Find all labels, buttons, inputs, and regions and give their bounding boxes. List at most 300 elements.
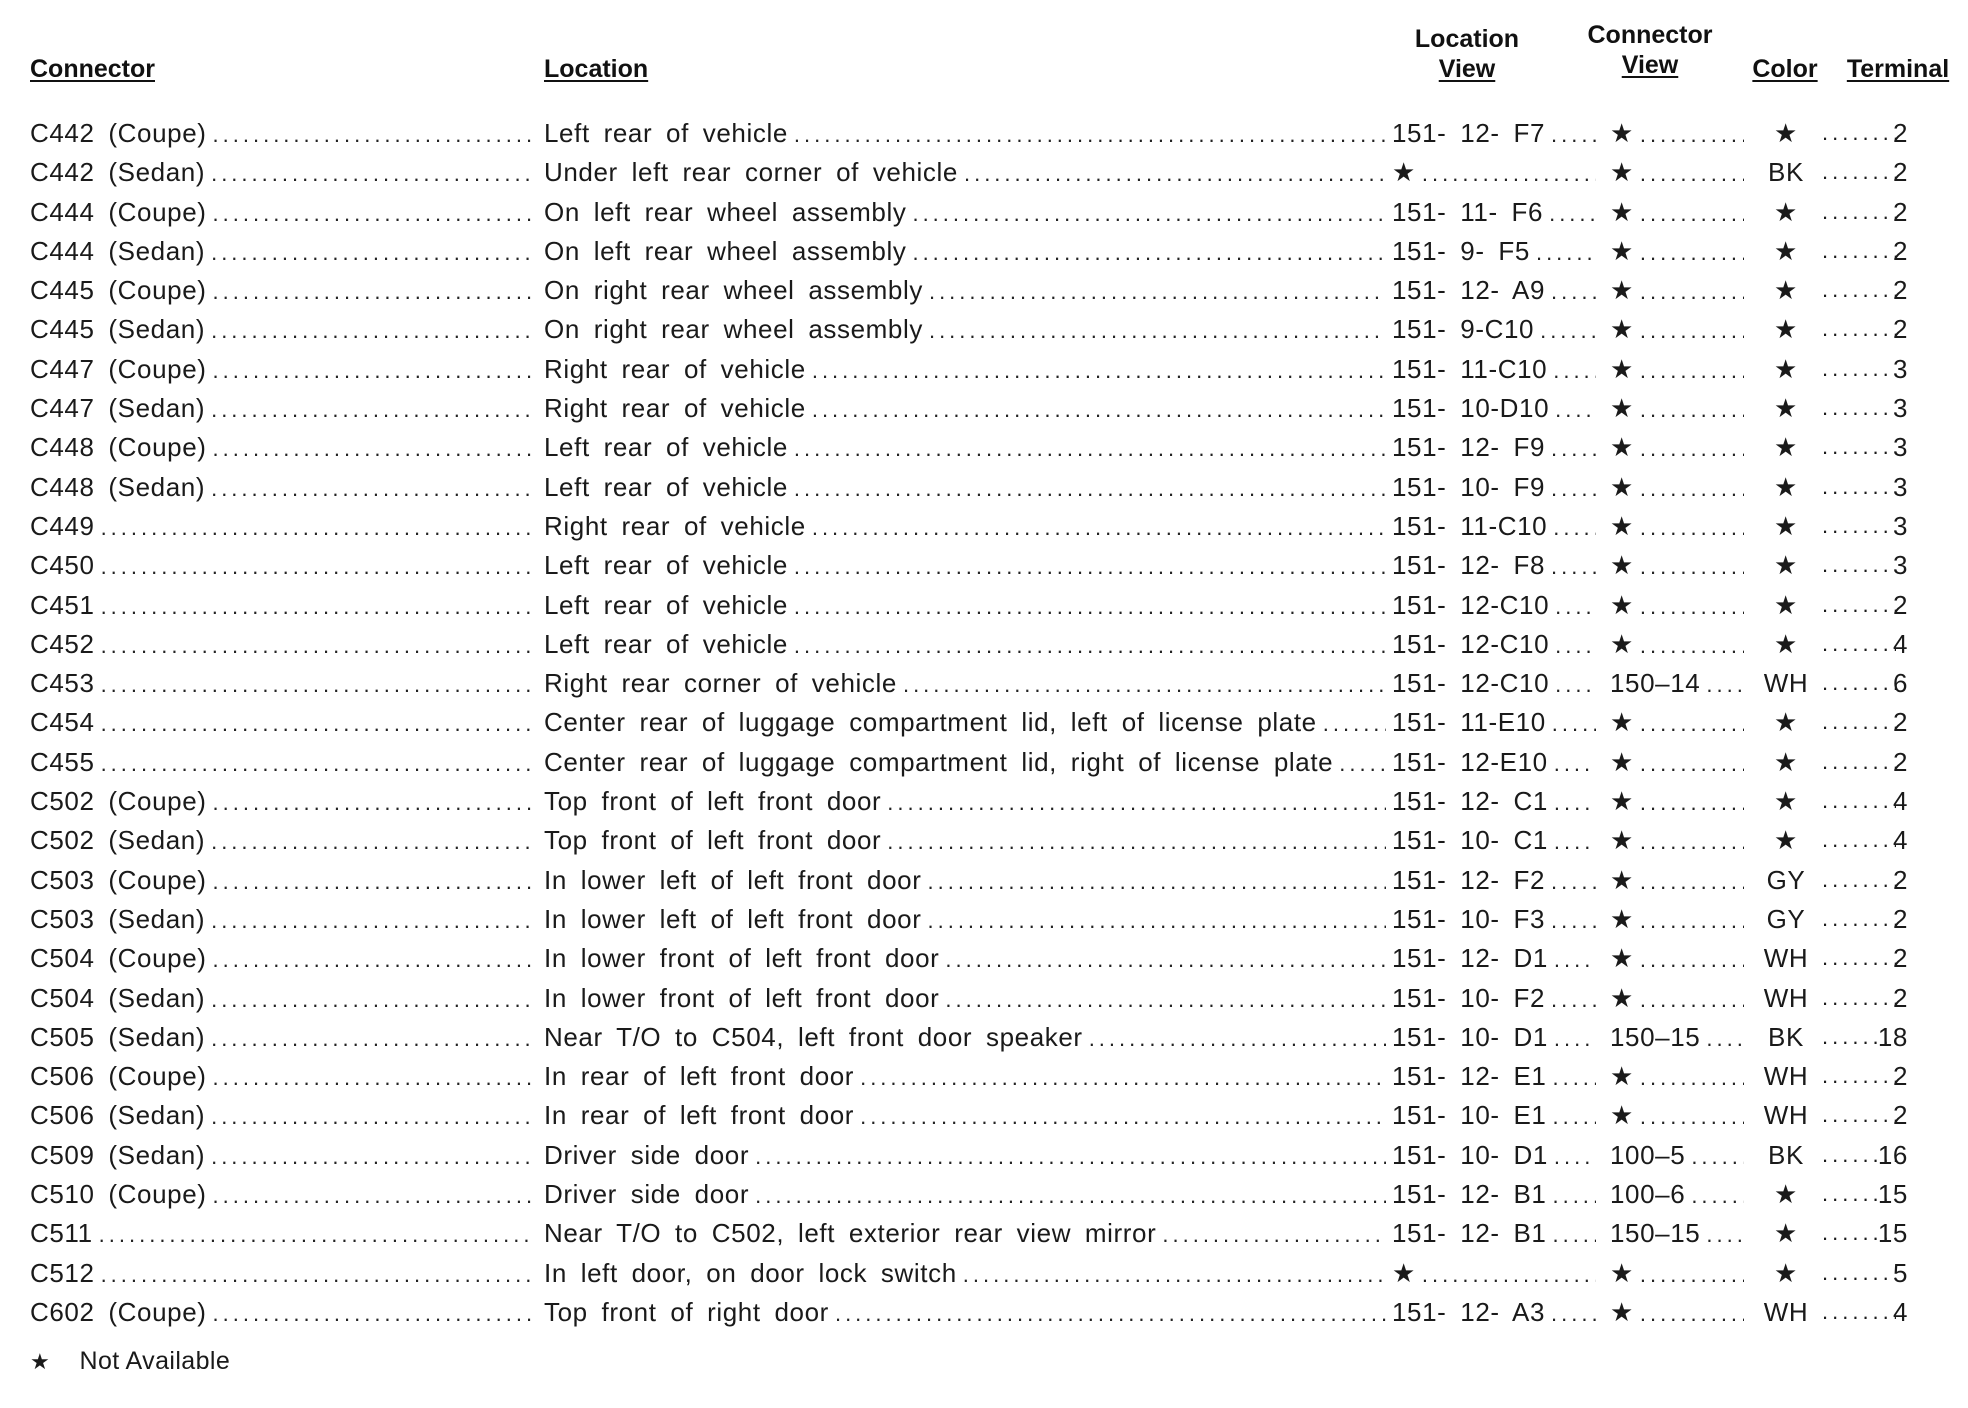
dot-leader (1822, 747, 1896, 777)
dot-leader (1640, 867, 1744, 897)
terminal-cell: 5 (1892, 1257, 1908, 1288)
dot-leader (213, 356, 532, 386)
location-cell-text: On right rear wheel assembly (544, 275, 923, 306)
dot-leader (927, 867, 1386, 897)
dot-leader (1640, 749, 1744, 779)
location-cell-text: Left rear of vehicle (544, 589, 788, 620)
connector-view-cell-text: 150–15 (1610, 1021, 1701, 1052)
location-view-cell (1392, 472, 1602, 504)
location-cell (544, 1140, 1392, 1172)
color-cell: WH (1763, 1100, 1809, 1131)
dot-leader (211, 159, 532, 189)
location-view-cell-text: ★ (1392, 157, 1416, 188)
connector-view-cell-text: ★ (1610, 118, 1634, 148)
location-view-cell (1392, 668, 1602, 700)
connector-cell (30, 747, 538, 779)
connector-cell-text: C506 (Coupe) (30, 1061, 207, 1092)
table-row (0, 904, 1968, 943)
dot-leader (1640, 159, 1744, 189)
connector-cell (30, 1100, 538, 1132)
connector-view-cell (1610, 314, 1750, 346)
table-row (0, 472, 1968, 511)
table-row (0, 393, 1968, 432)
connector-cell (30, 1061, 538, 1093)
location-cell-text: Driver side door (544, 1179, 750, 1210)
location-view-cell-text: 151- 12- F8 (1392, 550, 1546, 581)
location-view-cell (1392, 314, 1602, 346)
location-view-cell (1392, 393, 1602, 425)
dot-leader (1822, 1297, 1896, 1327)
dot-leader (912, 238, 1386, 268)
dot-leader (1551, 474, 1596, 504)
table-row (0, 865, 1968, 904)
connector-view-cell-text: 100–6 (1610, 1179, 1686, 1210)
color-cell: ★ (1774, 314, 1798, 345)
connector-view-cell (1610, 275, 1750, 307)
location-view-cell (1392, 1258, 1602, 1290)
connector-view-cell (1610, 118, 1750, 150)
terminal-cell: 2 (1892, 1061, 1908, 1092)
dot-leader (213, 788, 532, 818)
connector-cell-text: C602 (Coupe) (30, 1296, 207, 1327)
connector-view-cell-text: 150–14 (1610, 668, 1701, 699)
location-view-cell-text: 151- 12- D1 (1392, 943, 1548, 974)
location-view-cell (1392, 629, 1602, 661)
footnote-text: Not Available (79, 1347, 231, 1375)
dot-leader (887, 827, 1386, 857)
location-cell (544, 943, 1392, 975)
color-cell: ★ (1774, 118, 1798, 148)
dot-leader (945, 945, 1386, 975)
dot-leader (1822, 511, 1896, 541)
connector-view-cell-text: ★ (1610, 510, 1634, 541)
location-view-cell (1392, 1140, 1602, 1172)
dot-leader (1822, 118, 1896, 148)
dot-leader (1640, 788, 1744, 818)
location-cell-text: Top front of left front door (544, 786, 882, 817)
location-cell (544, 118, 1392, 150)
connector-cell-text: C447 (Sedan) (30, 393, 206, 424)
color-cell: ★ (1774, 275, 1798, 306)
connector-view-cell-text: ★ (1610, 903, 1634, 934)
dot-leader (1822, 983, 1896, 1013)
color-cell: BK (1768, 1021, 1804, 1052)
color-cell: BK (1768, 1139, 1804, 1170)
location-view-cell-text: 151- 10- C1 (1392, 825, 1548, 856)
table-row (0, 786, 1968, 825)
dot-leader (1422, 1260, 1596, 1290)
connector-cell (30, 1140, 538, 1172)
connector-view-cell-text: ★ (1610, 275, 1634, 306)
dot-leader (1822, 236, 1896, 266)
connector-cell (30, 825, 538, 857)
connector-view-cell-text: ★ (1610, 982, 1634, 1013)
location-cell (544, 432, 1392, 464)
dot-leader (887, 788, 1386, 818)
connector-view-cell-text: ★ (1610, 393, 1634, 424)
connector-view-cell-text: ★ (1610, 314, 1634, 345)
location-view-cell (1392, 1061, 1602, 1093)
location-view-cell (1392, 865, 1602, 897)
connector-view-cell-text: 150–15 (1610, 1218, 1701, 1249)
location-view-cell-text: 151- 12-C10 (1392, 628, 1550, 659)
connector-cell (30, 393, 538, 425)
table-row (0, 118, 1968, 157)
connector-view-cell (1610, 1258, 1750, 1290)
location-cell-text: Right rear of vehicle (544, 510, 806, 541)
connector-cell-text: C448 (Sedan) (30, 471, 206, 502)
connector-cell-text: C502 (Coupe) (30, 786, 207, 817)
connector-cell (30, 668, 538, 700)
dot-leader (860, 1063, 1386, 1093)
connector-cell (30, 1297, 538, 1329)
dot-leader (1822, 668, 1896, 698)
dot-leader (927, 906, 1386, 936)
location-cell-text: Right rear of vehicle (544, 353, 806, 384)
connector-view-cell (1610, 590, 1750, 622)
location-view-cell (1392, 118, 1602, 150)
dot-leader (211, 985, 532, 1015)
location-cell-text: In rear of left front door (544, 1061, 855, 1092)
connector-view-cell (1610, 511, 1750, 543)
terminal-cell: 18 (1877, 1021, 1908, 1052)
dot-leader (1554, 827, 1596, 857)
location-cell-text: Near T/O to C502, left exterior rear view mirror (544, 1218, 1157, 1249)
table-row (0, 943, 1968, 982)
table-row (0, 1022, 1968, 1061)
location-cell-text: Center rear of luggage compartment lid, left of license plate (544, 707, 1317, 738)
table-row (0, 354, 1968, 393)
dot-leader (101, 670, 532, 700)
connector-cell-text: C504 (Coupe) (30, 943, 207, 974)
connector-view-cell-text: ★ (1610, 1061, 1634, 1092)
location-view-cell-text: 151- 11- F6 (1392, 196, 1544, 227)
dot-leader (1822, 904, 1896, 934)
dot-leader (1339, 749, 1386, 779)
connector-view-cell (1610, 629, 1750, 661)
table-row (0, 747, 1968, 786)
location-cell (544, 629, 1392, 661)
dot-leader (1706, 1024, 1744, 1054)
connector-cell (30, 1022, 538, 1054)
location-cell (544, 590, 1392, 622)
dot-leader (929, 316, 1386, 346)
location-cell-text: Right rear corner of vehicle (544, 668, 897, 699)
header-terminal-label: Terminal (1846, 55, 1950, 83)
dot-leader (1551, 1299, 1596, 1329)
header-connector-view-line1: Connector (1587, 21, 1713, 49)
connector-cell-text: C453 (30, 668, 95, 699)
location-view-cell (1392, 1100, 1602, 1132)
color-cell: ★ (1774, 1218, 1798, 1249)
connector-cell (30, 354, 538, 386)
dot-leader (1555, 670, 1596, 700)
dot-leader (101, 552, 532, 582)
dot-leader (1162, 1220, 1386, 1250)
dot-leader (1640, 552, 1744, 582)
connector-view-cell-text: ★ (1610, 1100, 1634, 1131)
connector-cell (30, 629, 538, 661)
location-cell (544, 1218, 1392, 1250)
connector-cell-text: C455 (30, 746, 95, 777)
location-view-cell-text: 151- 12-C10 (1392, 668, 1550, 699)
connector-cell (30, 236, 538, 268)
dot-leader (213, 1299, 532, 1329)
dot-leader (903, 670, 1386, 700)
terminal-cell: 2 (1892, 943, 1908, 974)
dot-leader (1089, 1024, 1386, 1054)
connector-cell-text: C511 (30, 1218, 93, 1249)
color-cell: ★ (1774, 432, 1798, 463)
connector-view-cell-text: ★ (1610, 157, 1634, 188)
location-cell (544, 197, 1392, 229)
connector-view-cell (1610, 1022, 1750, 1054)
dot-leader (812, 356, 1386, 386)
connector-cell (30, 943, 538, 975)
location-cell (544, 983, 1392, 1015)
dot-leader (101, 592, 532, 622)
dot-leader (213, 867, 532, 897)
dot-leader (860, 1102, 1386, 1132)
dot-leader (794, 474, 1386, 504)
dot-leader (1552, 1063, 1596, 1093)
connector-view-cell (1610, 707, 1750, 739)
dot-leader (213, 1181, 532, 1211)
dot-leader (1552, 1181, 1596, 1211)
dot-leader (1640, 199, 1744, 229)
location-cell (544, 668, 1392, 700)
terminal-cell: 2 (1892, 746, 1908, 777)
location-view-cell (1392, 511, 1602, 543)
dot-leader (1822, 275, 1896, 305)
dot-leader (1822, 393, 1896, 423)
connector-cell (30, 1258, 538, 1290)
connector-cell-text: C444 (Coupe) (30, 196, 207, 227)
dot-leader (101, 1260, 532, 1290)
terminal-cell: 2 (1892, 903, 1908, 934)
table-row (0, 1179, 1968, 1218)
location-view-cell (1392, 197, 1602, 229)
dot-leader (101, 749, 532, 779)
connector-cell-text: C442 (Sedan) (30, 157, 206, 188)
table-row (0, 983, 1968, 1022)
dot-leader (1640, 1260, 1744, 1290)
footnote (30, 1346, 230, 1377)
dot-leader (929, 277, 1386, 307)
location-cell-text: Center rear of luggage compartment lid, right of license plate (544, 746, 1334, 777)
dot-leader (1555, 631, 1596, 661)
connector-cell (30, 1179, 538, 1211)
connector-rows (0, 118, 1968, 1336)
connector-view-cell (1610, 550, 1750, 582)
dot-leader (1551, 552, 1596, 582)
dot-leader (1555, 395, 1596, 425)
location-cell (544, 747, 1392, 779)
terminal-cell: 3 (1892, 550, 1908, 581)
location-view-cell-text: ★ (1392, 1257, 1416, 1288)
connector-cell (30, 983, 538, 1015)
location-view-cell (1392, 786, 1602, 818)
dot-leader (1822, 550, 1896, 580)
dot-leader (1540, 316, 1596, 346)
dot-leader (1822, 354, 1896, 384)
terminal-cell: 3 (1892, 393, 1908, 424)
dot-leader (1822, 1061, 1896, 1091)
dot-leader (1551, 985, 1596, 1015)
terminal-cell: 3 (1892, 510, 1908, 541)
location-cell (544, 1297, 1392, 1329)
connector-cell-text: C506 (Sedan) (30, 1100, 206, 1131)
connector-cell (30, 786, 538, 818)
header-location (544, 54, 648, 84)
location-view-cell-text: 151- 12- C1 (1392, 786, 1548, 817)
dot-leader (1553, 356, 1596, 386)
table-row (0, 1140, 1968, 1179)
connector-view-cell-text: ★ (1610, 628, 1634, 659)
connector-cell-text: C512 (30, 1257, 95, 1288)
dot-leader (1640, 985, 1744, 1015)
color-cell: ★ (1774, 471, 1798, 502)
connector-cell (30, 472, 538, 504)
dot-leader (1822, 865, 1896, 895)
dot-leader (945, 985, 1386, 1015)
connector-view-cell-text: ★ (1610, 353, 1634, 384)
location-view-cell-text: 151- 12- E1 (1392, 1061, 1547, 1092)
table-row (0, 197, 1968, 236)
dot-leader (99, 1220, 532, 1250)
header-terminal (1838, 54, 1958, 84)
location-cell-text: Driver side door (544, 1139, 750, 1170)
connector-cell-text: C509 (Sedan) (30, 1139, 206, 1170)
terminal-cell: 4 (1892, 1296, 1908, 1327)
dot-leader (1549, 199, 1596, 229)
header-connector (30, 54, 155, 84)
terminal-cell: 15 (1877, 1218, 1908, 1249)
terminal-cell: 3 (1892, 432, 1908, 463)
terminal-cell: 3 (1892, 353, 1908, 384)
terminal-cell: 2 (1892, 275, 1908, 306)
table-row (0, 1218, 1968, 1257)
star-icon: ★ (30, 1349, 51, 1374)
dot-leader (1551, 906, 1596, 936)
location-view-cell-text: 151- 9-C10 (1392, 314, 1535, 345)
header-color (1740, 54, 1830, 84)
terminal-cell: 4 (1892, 825, 1908, 856)
location-view-cell-text: 151- 11-C10 (1392, 510, 1548, 541)
location-view-cell (1392, 432, 1602, 464)
dot-leader (1822, 825, 1896, 855)
location-view-cell (1392, 236, 1602, 268)
color-cell: WH (1763, 943, 1809, 974)
terminal-cell: 2 (1892, 118, 1908, 148)
connector-view-cell (1610, 157, 1750, 189)
dot-leader (1422, 159, 1596, 189)
connector-view-cell (1610, 904, 1750, 936)
header-location-view (1392, 24, 1542, 84)
connector-cell (30, 197, 538, 229)
dot-leader (1822, 1258, 1896, 1288)
dot-leader (1691, 1181, 1744, 1211)
location-view-cell-text: 151- 12- A9 (1392, 275, 1546, 306)
dot-leader (211, 1024, 532, 1054)
connector-view-cell-text: ★ (1610, 471, 1634, 502)
dot-leader (101, 709, 532, 739)
location-cell (544, 275, 1392, 307)
table-row (0, 511, 1968, 550)
dot-leader (963, 1260, 1386, 1290)
connector-view-cell-text: 100–5 (1610, 1139, 1686, 1170)
connector-view-cell-text: ★ (1610, 864, 1634, 895)
dot-leader (794, 631, 1386, 661)
table-row (0, 157, 1968, 196)
location-view-cell-text: 151- 12- B1 (1392, 1218, 1547, 1249)
terminal-cell: 3 (1892, 471, 1908, 502)
dot-leader (1640, 434, 1744, 464)
dot-leader (1640, 1102, 1744, 1132)
dot-leader (1554, 1024, 1596, 1054)
color-cell: WH (1763, 1061, 1809, 1092)
dot-leader (1640, 277, 1744, 307)
location-view-cell-text: 151- 11-E10 (1392, 707, 1546, 738)
dot-leader (1552, 1102, 1596, 1132)
location-view-cell (1392, 1022, 1602, 1054)
location-view-cell-text: 151- 10- F3 (1392, 903, 1546, 934)
location-view-cell-text: 151- 10- F9 (1392, 471, 1546, 502)
connector-view-cell-text: ★ (1610, 589, 1634, 620)
location-cell-text: Left rear of vehicle (544, 550, 788, 581)
location-cell-text: Right rear of vehicle (544, 393, 806, 424)
connector-view-cell (1610, 1179, 1750, 1211)
dot-leader (1551, 434, 1596, 464)
dot-leader (1822, 314, 1896, 344)
color-cell: WH (1763, 668, 1809, 699)
header-connector-view-line2: View (1621, 51, 1679, 79)
terminal-cell: 2 (1892, 196, 1908, 227)
connector-view-cell-text: ★ (1610, 707, 1634, 738)
color-cell: ★ (1774, 235, 1798, 266)
connector-view-cell (1610, 1061, 1750, 1093)
connector-cell (30, 865, 538, 897)
color-cell: ★ (1774, 393, 1798, 424)
location-cell-text: Top front of right door (544, 1296, 829, 1327)
dot-leader (1640, 1063, 1744, 1093)
connector-cell-text: C452 (30, 628, 95, 659)
location-cell-text: On left rear wheel assembly (544, 235, 907, 266)
header-location-view-line2: View (1438, 55, 1496, 83)
location-view-cell (1392, 943, 1602, 975)
dot-leader (1640, 474, 1744, 504)
location-cell-text: On right rear wheel assembly (544, 314, 923, 345)
dot-leader (1822, 432, 1896, 462)
location-cell (544, 393, 1392, 425)
dot-leader (1640, 395, 1744, 425)
location-cell (544, 157, 1392, 189)
location-view-cell (1392, 590, 1602, 622)
dot-leader (1822, 707, 1896, 737)
color-cell: ★ (1774, 589, 1798, 620)
connector-view-cell (1610, 472, 1750, 504)
location-view-cell (1392, 157, 1602, 189)
dot-leader (1551, 867, 1596, 897)
dot-leader (1554, 749, 1596, 779)
dot-leader (213, 199, 532, 229)
dot-leader (1552, 1220, 1596, 1250)
connector-view-cell (1610, 197, 1750, 229)
location-cell-text: Left rear of vehicle (544, 432, 788, 463)
location-view-cell-text: 151- 11-C10 (1392, 353, 1548, 384)
terminal-cell: 6 (1892, 668, 1908, 699)
color-cell: WH (1763, 982, 1809, 1013)
